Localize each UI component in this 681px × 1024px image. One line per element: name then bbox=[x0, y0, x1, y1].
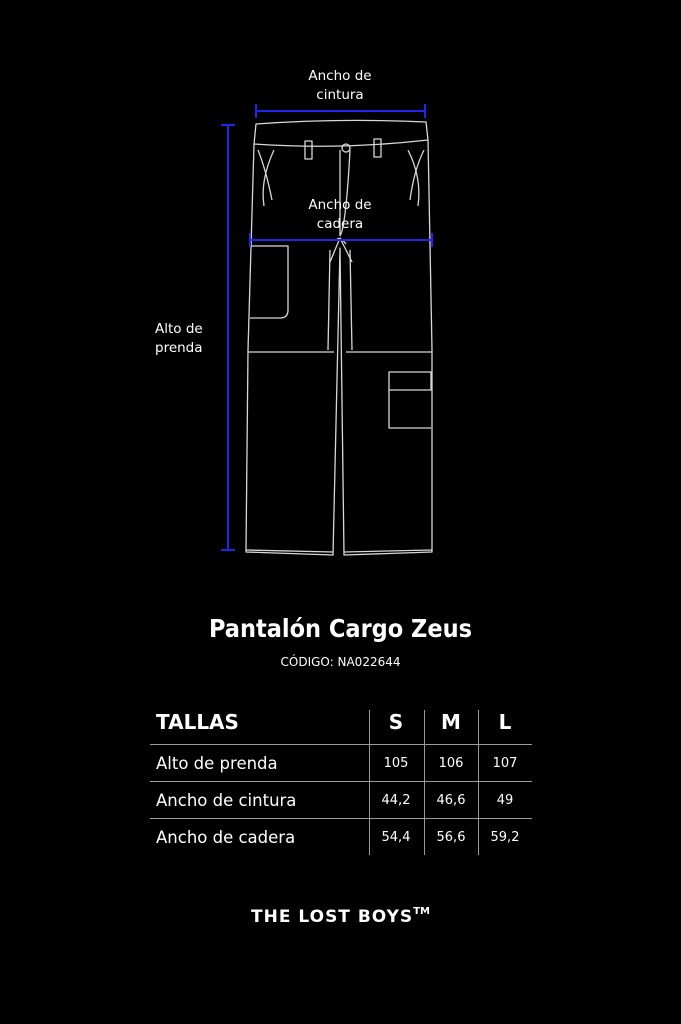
brand-logo bbox=[0, 906, 681, 927]
table-divider bbox=[424, 710, 425, 855]
product-code: CÓDIGO: NA022644 bbox=[280, 655, 401, 669]
row-label: Ancho de cadera bbox=[156, 827, 296, 847]
row-value-m: 56,6 bbox=[436, 829, 466, 845]
size-l-heading: L bbox=[498, 710, 512, 734]
hip-measure-label: Ancho de cadera bbox=[308, 197, 372, 232]
size-s-heading: S bbox=[388, 710, 404, 734]
row-label: Ancho de cintura bbox=[156, 790, 297, 810]
sizes-heading: TALLAS bbox=[156, 710, 239, 734]
trademark-mark: TM bbox=[413, 906, 430, 917]
product-title: Pantalón Cargo Zeus bbox=[208, 614, 473, 643]
waist-measure-label: Ancho de cintura bbox=[308, 68, 372, 103]
row-value-m: 106 bbox=[438, 755, 464, 771]
row-value-l: 107 bbox=[492, 755, 518, 771]
table-divider bbox=[478, 710, 479, 855]
size-m-heading: M bbox=[441, 710, 461, 734]
row-label: Alto de prenda bbox=[156, 753, 278, 773]
table-row bbox=[150, 818, 532, 855]
pants-outline bbox=[246, 120, 432, 555]
row-value-s: 54,4 bbox=[381, 829, 411, 845]
table-divider bbox=[369, 710, 370, 855]
row-value-l: 59,2 bbox=[490, 829, 520, 845]
brand-name: THE LOST BOYS bbox=[251, 907, 414, 927]
row-value-l: 49 bbox=[496, 792, 514, 808]
row-value-s: 105 bbox=[383, 755, 409, 771]
row-value-s: 44,2 bbox=[381, 792, 411, 808]
table-row bbox=[150, 781, 532, 818]
length-measure-label: Alto de prenda bbox=[155, 321, 203, 356]
row-value-m: 46,6 bbox=[436, 792, 466, 808]
size-table-header bbox=[150, 700, 532, 744]
size-table bbox=[150, 700, 532, 855]
table-row bbox=[150, 744, 532, 781]
